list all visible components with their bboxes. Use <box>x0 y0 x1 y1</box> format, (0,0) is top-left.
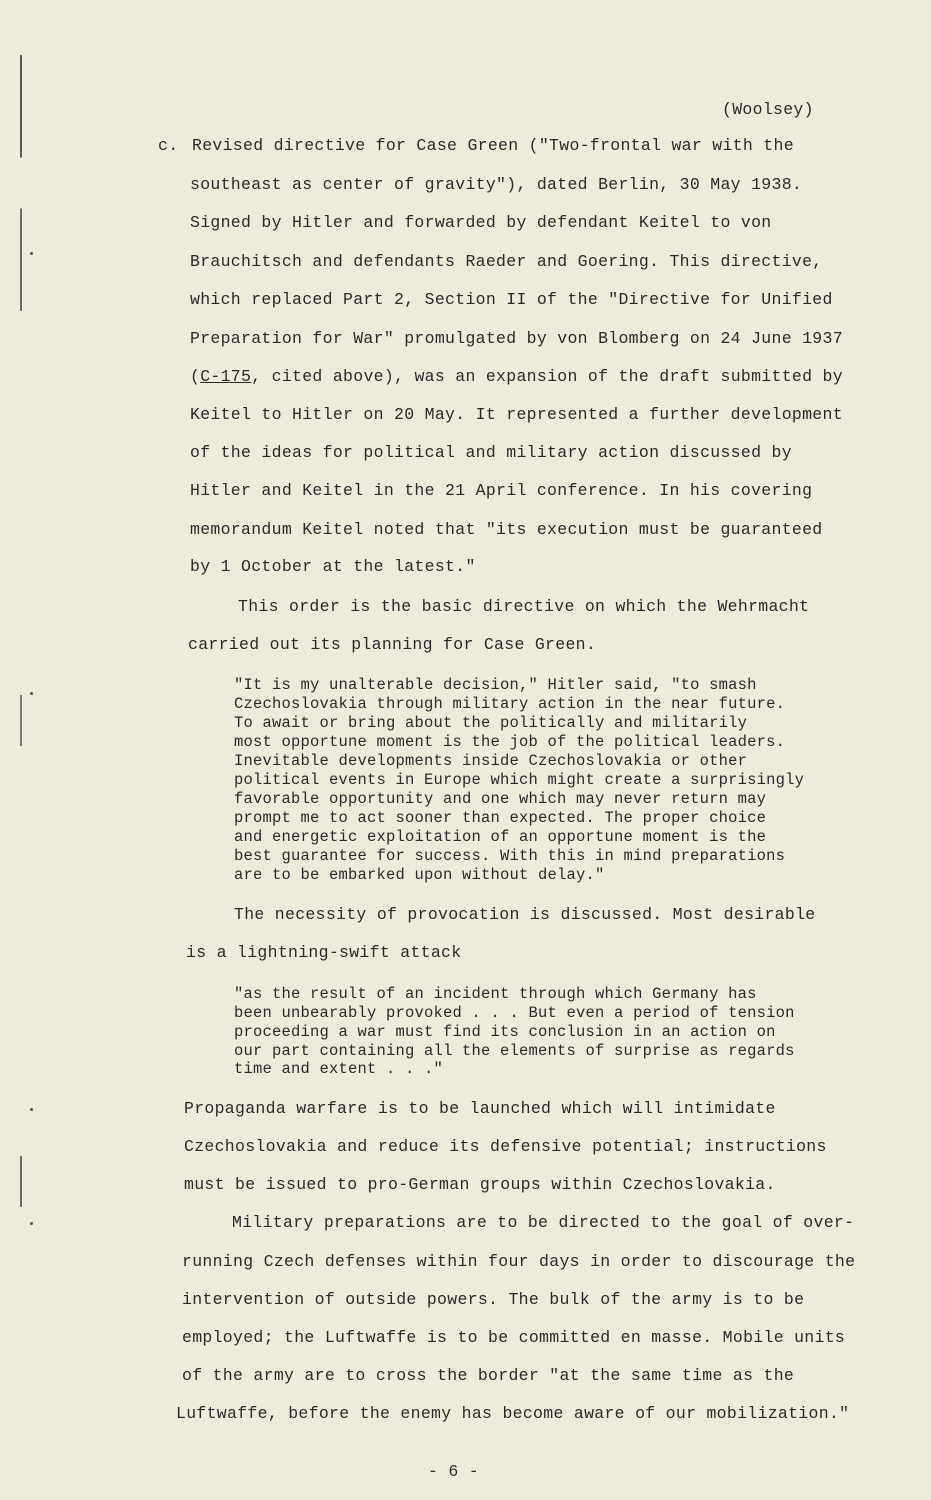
quote-line: Czechoslovakia through military action in the near future. <box>234 695 786 713</box>
text-line: employed; the Luftwaffe is to be committed en masse. Mobile units <box>182 1328 846 1347</box>
text-line: Luftwaffe, before the enemy has become aware of our mobilization." <box>176 1404 850 1423</box>
binding-edge-mark <box>20 55 22 1335</box>
text-line: Czechoslovakia and reduce its defensive potential; instructions <box>184 1137 827 1156</box>
text-line: southeast as center of gravity"), dated Berlin, 30 May 1938. <box>190 175 803 194</box>
margin-dot <box>30 1222 33 1225</box>
text-line: carried out its planning for Case Green. <box>188 635 597 654</box>
page-number: - 6 - <box>428 1462 480 1481</box>
quote-line: our part containing all the elements of surprise as regards <box>234 1042 795 1060</box>
quote-line: political events in Europe which might create a surprisingly <box>234 771 805 789</box>
margin-dot <box>30 252 33 255</box>
text-line: Brauchitsch and defendants Raeder and Goering. This directive, <box>190 252 823 271</box>
text-line: Military preparations are to be directed to the goal of over- <box>232 1213 855 1232</box>
quote-line: are to be embarked upon without delay." <box>234 866 605 884</box>
text-line: by 1 October at the latest." <box>190 557 476 576</box>
text-line: is a lightning-swift attack <box>186 943 462 962</box>
quote-line: most opportune moment is the job of the political leaders. <box>234 733 786 751</box>
text-line: of the army are to cross the border "at the same time as the <box>182 1366 795 1385</box>
text-line: which replaced Part 2, Section II of the "Directive for Unified <box>190 290 833 309</box>
quote-line: and energetic exploitation of an opportune moment is the <box>234 828 767 846</box>
text-line: memorandum Keitel noted that "its execution must be guaranteed <box>190 520 823 539</box>
text-line: The necessity of provocation is discussed. Most desirable <box>234 905 816 924</box>
quote-line: favorable opportunity and one which may never return may <box>234 790 767 808</box>
quote-line: time and extent . . ." <box>234 1060 444 1078</box>
text-line: intervention of outside powers. The bulk of the army is to be <box>182 1290 805 1309</box>
text-line: Preparation for War" promulgated by von Blomberg on 24 June 1937 <box>190 329 843 348</box>
author-attribution: (Woolsey) <box>722 100 814 119</box>
quote-line: prompt me to act sooner than expected. The proper choice <box>234 809 767 827</box>
text-line: Propaganda warfare is to be launched which will intimidate <box>184 1099 776 1118</box>
text-line: of the ideas for political and military action discussed by <box>190 443 792 462</box>
quote-line: "It is my unalterable decision," Hitler said, "to smash <box>234 676 757 694</box>
text-line: Signed by Hitler and forwarded by defendant Keitel to von <box>190 213 772 232</box>
text-line: Keitel to Hitler on 20 May. It represented a further development <box>190 405 843 424</box>
quote-line: proceeding a war must find its conclusion in an action on <box>234 1023 776 1041</box>
text-line: This order is the basic directive on which the Wehrmacht <box>238 597 810 616</box>
text-line: running Czech defenses within four days in order to discourage the <box>182 1252 856 1271</box>
quote-line: best guarantee for success. With this in mind preparations <box>234 847 786 865</box>
quote-line: "as the result of an incident through which Germany has <box>234 985 757 1003</box>
quote-line: been unbearably provoked . . . But even a period of tension <box>234 1004 795 1022</box>
text-line: must be issued to pro-German groups within Czechoslovakia. <box>184 1175 776 1194</box>
text-line: Revised directive for Case Green ("Two-frontal war with the <box>192 136 794 155</box>
text-line: Hitler and Keitel in the 21 April conference. In his covering <box>190 481 813 500</box>
text-line: (C-175, cited above), was an expansion of the draft submitted by <box>190 367 843 386</box>
margin-dot <box>30 692 33 695</box>
document-reference: C-175 <box>200 367 252 386</box>
quote-line: Inevitable developments inside Czechoslovakia or other <box>234 752 748 770</box>
margin-dot <box>30 1108 33 1111</box>
section-label: c. <box>158 136 179 155</box>
quote-line: To await or bring about the politically and militarily <box>234 714 748 732</box>
